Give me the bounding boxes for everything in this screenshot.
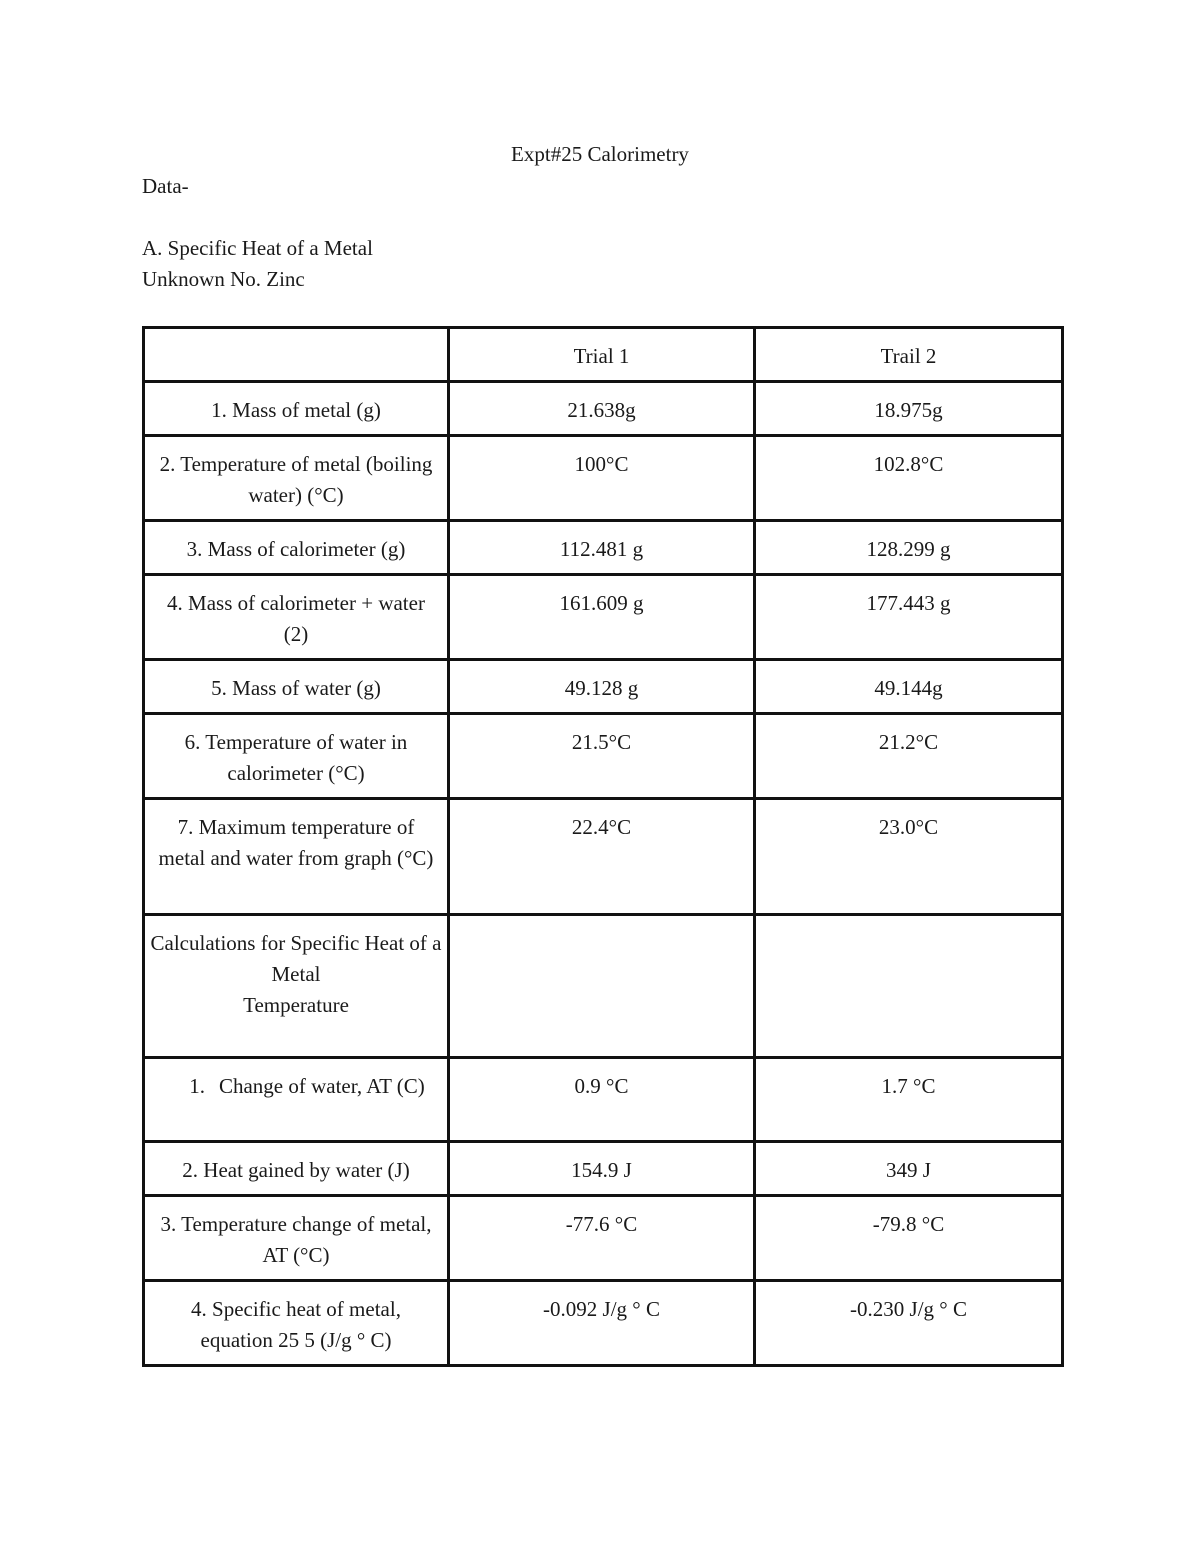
header-cell-trial-1: Trial 1 [449, 328, 755, 382]
trial-2-value: 18.975g [755, 382, 1063, 436]
unknown-label: Unknown No. Zinc [142, 267, 305, 291]
section-heading: A. Specific Heat of a Metal [142, 236, 373, 260]
empty-cell [755, 915, 1063, 1058]
data-label: Data- [142, 174, 189, 198]
trial-2-value: 128.299 g [755, 521, 1063, 575]
header-cell-trial-2: Trail 2 [755, 328, 1063, 382]
trial-2-value: -0.230 J/g ° C [755, 1281, 1063, 1366]
trial-1-value: -77.6 °C [449, 1196, 755, 1281]
row-label: 5. Mass of water (g) [144, 660, 449, 714]
row-label: 1. Mass of metal (g) [144, 382, 449, 436]
trial-2-value: 102.8°C [755, 436, 1063, 521]
data-table [142, 326, 1064, 1367]
table-row [144, 714, 1063, 799]
row-label: 6. Temperature of water in calorimeter (°C) [144, 714, 449, 799]
trial-1-value: 161.609 g [449, 575, 755, 660]
row-label: 4. Mass of calorimeter + water (2) [144, 575, 449, 660]
table-row [144, 575, 1063, 660]
header-cell-empty [144, 328, 449, 382]
trial-1-value: 100°C [449, 436, 755, 521]
trial-2-value: 349 J [755, 1142, 1063, 1196]
table-row [144, 521, 1063, 575]
trial-1-value: 21.5°C [449, 714, 755, 799]
page-title: Expt#25 Calorimetry [511, 142, 689, 166]
calculations-heading [144, 915, 449, 1058]
empty-cell [449, 915, 755, 1058]
row-label: 4. Specific heat of metal, equation 25 5 (J/g ° C) [144, 1281, 449, 1366]
trial-1-value: 0.9 °C [449, 1058, 755, 1142]
table-row [144, 382, 1063, 436]
table-row [144, 1058, 1063, 1142]
calculations-heading-row [144, 915, 1063, 1058]
trial-2-value: -79.8 °C [755, 1196, 1063, 1281]
trial-1-value: 112.481 g [449, 521, 755, 575]
trial-2-value: 23.0°C [755, 799, 1063, 915]
trial-2-value: 21.2°C [755, 714, 1063, 799]
table-row [144, 660, 1063, 714]
row-label: 7. Maximum temperature of metal and water from graph (°C) [144, 799, 449, 915]
table-row [144, 799, 1063, 915]
trial-2-value: 1.7 °C [755, 1058, 1063, 1142]
table-row [144, 1142, 1063, 1196]
trial-1-value: 154.9 J [449, 1142, 755, 1196]
trial-2-value: 177.443 g [755, 575, 1063, 660]
row-label: 2. Heat gained by water (J) [144, 1142, 449, 1196]
trial-1-value: 49.128 g [449, 660, 755, 714]
row-label: 3. Mass of calorimeter (g) [144, 521, 449, 575]
list-text: Change of water, AT (C) [218, 1074, 425, 1098]
trial-1-value: 21.638g [449, 382, 755, 436]
row-label: 2. Temperature of metal (boiling water) (°C) [144, 436, 449, 521]
table-row [144, 1281, 1063, 1366]
trial-1-value: -0.092 J/g ° C [449, 1281, 755, 1366]
trial-1-value: 22.4°C [449, 799, 755, 915]
calculations-heading-title: Calculations for Specific Heat of a Metal [150, 931, 442, 986]
table-header-row [144, 328, 1063, 382]
table-row [144, 436, 1063, 521]
trial-2-value: 49.144g [755, 660, 1063, 714]
list-number: 1. [189, 1074, 205, 1098]
row-label [144, 1058, 449, 1142]
table-row [144, 1196, 1063, 1281]
calculations-heading-subtitle: Temperature [243, 993, 349, 1017]
row-label: 3. Temperature change of metal, AT (°C) [144, 1196, 449, 1281]
